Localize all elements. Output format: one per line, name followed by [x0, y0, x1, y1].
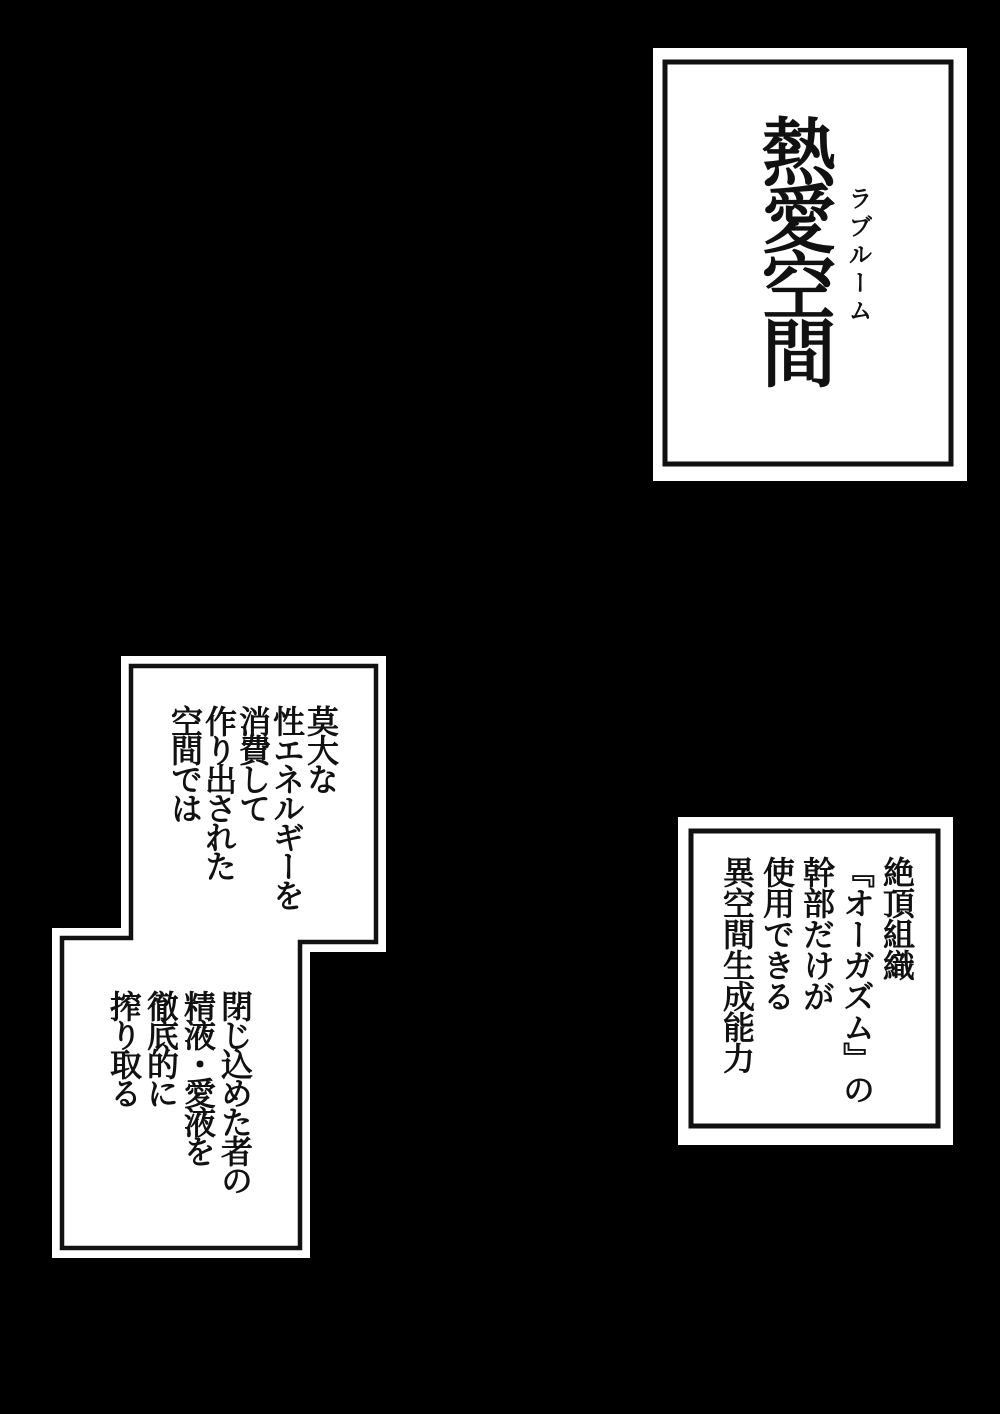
text-line: 閉じ込めた者の [216, 990, 254, 1193]
text-line: 絶頂組織 [878, 856, 916, 980]
title-text: 熱愛空間 [750, 114, 836, 382]
text-line: 莫大な [302, 705, 340, 792]
text-line: 空間では [166, 705, 204, 821]
space-lower-text [105, 990, 253, 1230]
text-line: 搾り取る [105, 990, 143, 1106]
text-line: 異空間生成能力 [718, 856, 756, 1073]
text-line: 消費して [234, 705, 272, 821]
text-line: 徹底的に [142, 990, 180, 1106]
text-line: 性エネルギーを [268, 705, 306, 908]
text-line: 幹部だけが [798, 856, 836, 1011]
text-line: 『オーガズム』の [838, 856, 876, 1104]
text-line: 使用できる [758, 856, 796, 1011]
space-upper-text [168, 705, 338, 940]
text-line: 精液・愛液を [179, 990, 217, 1164]
ability-text [717, 856, 917, 1111]
text-line: 作り出された [200, 705, 238, 879]
title-furigana: ラブルーム [844, 186, 873, 326]
